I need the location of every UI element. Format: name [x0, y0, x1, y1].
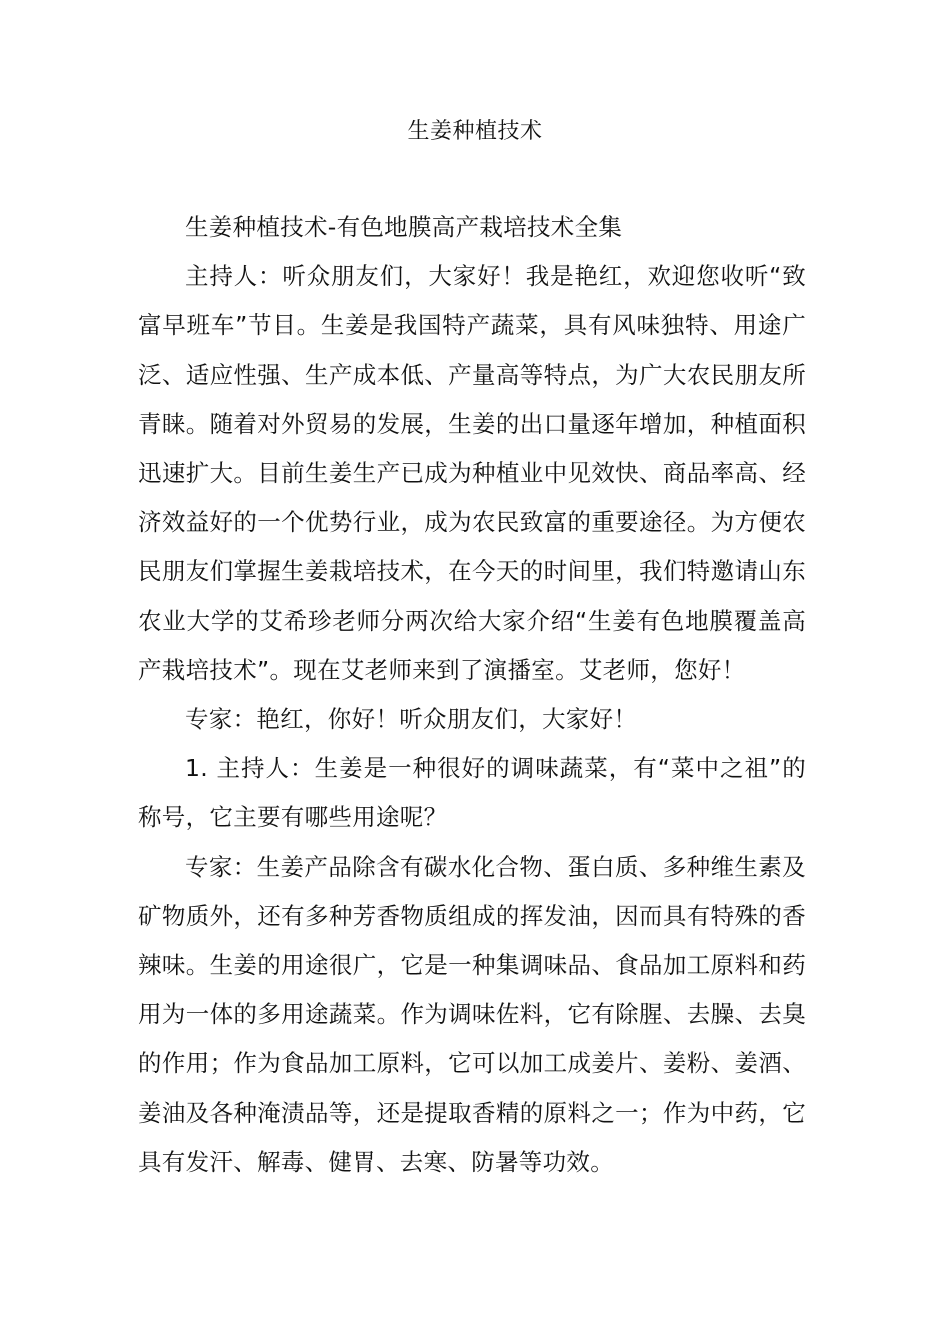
expert-greeting-paragraph: 专家：艳红，你好！听众朋友们，大家好！ [185, 705, 638, 734]
expert-answer-paragraph: 专家：生姜产品除含有碳水化合物、蛋白质、多种维生素及矿物质外，还有多种芳香物质组成的挥发油，因而具有特殊的香辣味。生姜的用途很广，它是一种集调味品、食品加工原料和药用为一体的多用途蔬菜。作为调味佐料，它有除腥、去臊、去臭的作用；作为食品加工原料，它可以加工成姜片、姜粉、姜酒、姜油及各种淹渍品等，还是提取香精的原料之一；作为中药，它具有发汗、解毒、健胃、去寒、防暑等功效。 [138, 852, 806, 1176]
host-intro-paragraph: 主持人：听众朋友们，大家好！我是艳红，欢迎您收听“致富早班车”节目。生姜是我国特产蔬菜，具有风味独特、用途广泛、适应性强、生产成本低、产量高等特点，为广大农民朋友所青睐。随着对外贸易的发展，生姜的出口量逐年增加，种植面积迅速扩大。目前生姜生产已成为种植业中见效快、商品率高、经济效益好的一个优势行业，成为农民致富的重要途径。为方便农民朋友们掌握生姜栽培技术，在今天的时间里，我们特邀请山东农业大学的艾希珍老师分两次给大家介绍“生姜有色地膜覆盖高产栽培技术”。现在艾老师来到了演播室。艾老师，您好！ [138, 262, 806, 684]
document-body [138, 203, 806, 1187]
host-question-paragraph: 1. 主持人：生姜是一种很好的调味蔬菜，有“菜中之祖”的称号，它主要有哪些用途呢？ [138, 754, 806, 832]
subtitle-paragraph: 生姜种植技术-有色地膜高产栽培技术全集 [185, 213, 623, 241]
document-title: 生姜种植技术 [407, 119, 543, 144]
